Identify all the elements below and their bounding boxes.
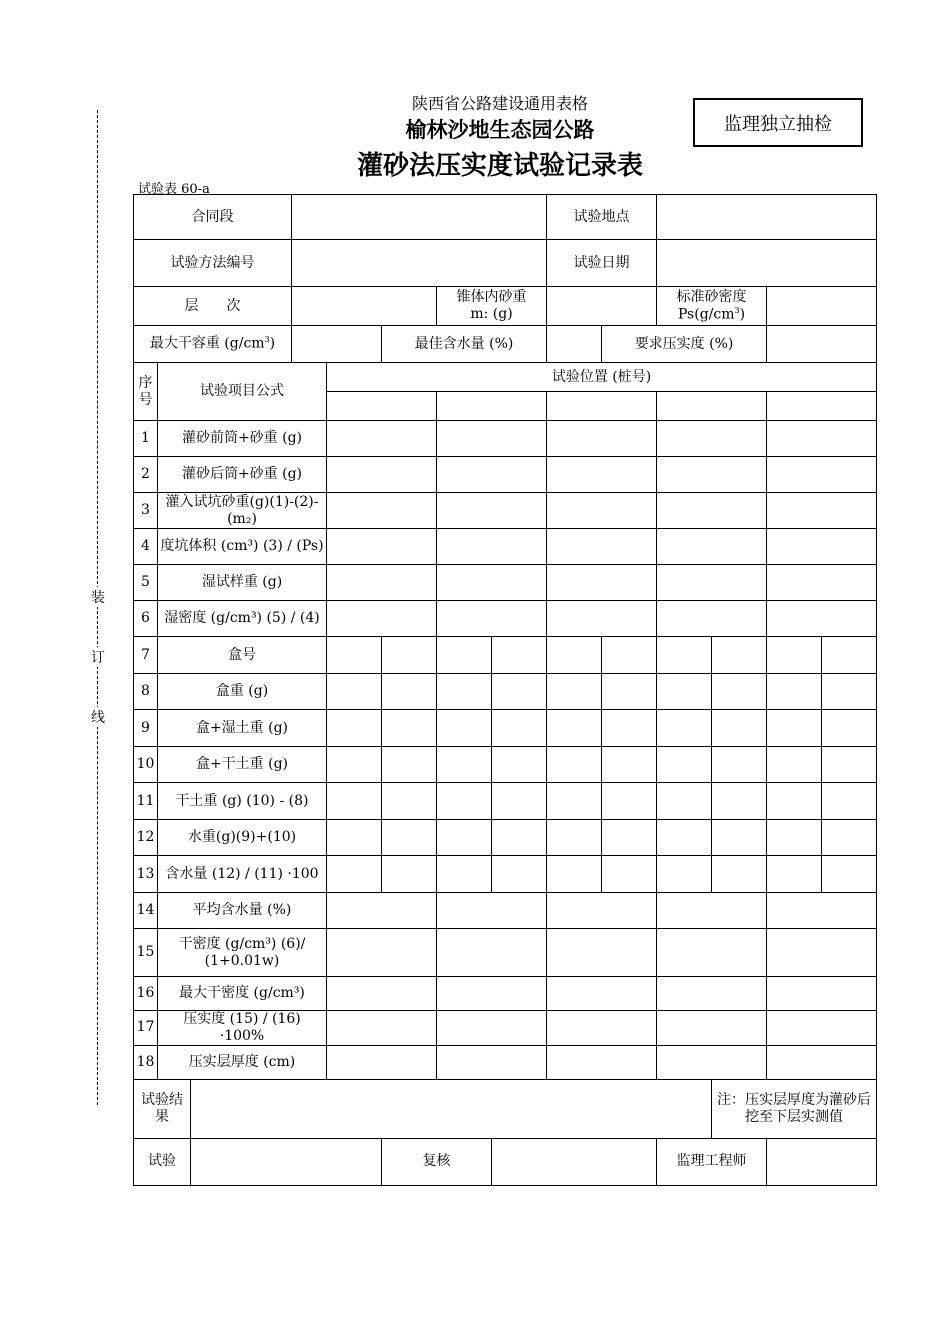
data-cell[interactable]: [822, 856, 877, 893]
row-item: 水重(g)(9)+(10): [158, 820, 327, 856]
data-cell[interactable]: [492, 674, 547, 710]
row-item: 盒+干土重 (g): [158, 747, 327, 783]
layer-label: 层 次: [134, 287, 292, 326]
table-row: [134, 893, 877, 929]
table-row: [134, 565, 877, 601]
position-cell[interactable]: [767, 392, 877, 421]
row-no: 15: [134, 929, 158, 977]
data-cell[interactable]: [822, 820, 877, 856]
data-cell[interactable]: [657, 1011, 767, 1046]
std-density-value[interactable]: [767, 287, 877, 326]
data-cell[interactable]: [547, 856, 602, 893]
table-row: [134, 493, 877, 529]
req-compact-label: 要求压实度 (%): [602, 326, 767, 363]
req-compact-value[interactable]: [767, 326, 877, 363]
data-cell[interactable]: [767, 457, 877, 493]
data-cell[interactable]: [327, 529, 437, 565]
data-cell[interactable]: [547, 710, 602, 747]
data-cell[interactable]: [767, 783, 822, 820]
data-cell[interactable]: [382, 783, 437, 820]
row-no: 9: [134, 710, 158, 747]
result-value[interactable]: [191, 1079, 712, 1138]
row-no: 1: [134, 421, 158, 457]
data-cell[interactable]: [602, 856, 657, 893]
table-row: [134, 637, 877, 674]
table-row: [134, 977, 877, 1011]
data-cell[interactable]: [382, 637, 437, 674]
data-cell[interactable]: [602, 674, 657, 710]
data-cell[interactable]: [657, 493, 767, 529]
row-no: 10: [134, 747, 158, 783]
data-cell[interactable]: [327, 1011, 437, 1046]
table-row: [134, 747, 877, 783]
org-header: 陕西省公路建设通用表格: [411, 94, 588, 113]
std-density-label: [657, 287, 767, 326]
data-cell[interactable]: [767, 1011, 877, 1046]
data-cell[interactable]: [327, 820, 382, 856]
data-cell[interactable]: [327, 747, 382, 783]
data-cell[interactable]: [712, 637, 767, 674]
method-no-value[interactable]: [292, 240, 547, 287]
data-cell[interactable]: [657, 565, 767, 601]
row-no: 7: [134, 637, 158, 674]
data-cell[interactable]: [602, 710, 657, 747]
data-cell[interactable]: [767, 820, 822, 856]
row-no: 17: [134, 1011, 158, 1046]
data-cell[interactable]: [767, 856, 822, 893]
engineer-label: 监理工程师: [657, 1138, 767, 1185]
project-name: 榆林沙地生态园公路: [405, 118, 595, 142]
table-row: [134, 929, 877, 977]
data-cell[interactable]: [602, 783, 657, 820]
row-no: 8: [134, 674, 158, 710]
data-cell[interactable]: [382, 710, 437, 747]
item-header: 试验项目公式: [158, 363, 327, 421]
table-row: [134, 457, 877, 493]
row-no: 4: [134, 529, 158, 565]
data-cell[interactable]: [547, 565, 657, 601]
result-label: 试验结果: [134, 1079, 191, 1138]
engineer-signature[interactable]: [767, 1138, 877, 1185]
row-item: 最大干密度 (g/cm³): [158, 977, 327, 1011]
supervision-stamp: 监理独立抽检: [693, 98, 863, 147]
table-row: [134, 783, 877, 820]
data-cell[interactable]: [382, 856, 437, 893]
data-cell[interactable]: [767, 1045, 877, 1079]
row-item: 盒重 (g): [158, 674, 327, 710]
max-dry-value[interactable]: [292, 326, 382, 363]
data-cell[interactable]: [602, 820, 657, 856]
table-row: [134, 1045, 877, 1079]
binding-char: 装: [91, 587, 105, 607]
binding-char: 线: [91, 707, 105, 727]
test-record-table: [133, 194, 877, 1186]
data-cell[interactable]: [712, 674, 767, 710]
data-cell[interactable]: [437, 674, 492, 710]
table-row: [134, 710, 877, 747]
data-cell[interactable]: [327, 421, 437, 457]
data-cell[interactable]: [547, 820, 602, 856]
cone-sand-label: [437, 287, 547, 326]
position-cell[interactable]: [327, 392, 437, 421]
data-cell[interactable]: [327, 674, 382, 710]
row-item: 灌入试坑砂重(g)(1)-(2)-(m₂): [158, 493, 327, 529]
data-cell[interactable]: [657, 674, 712, 710]
row-no: 12: [134, 820, 158, 856]
contract-value[interactable]: [292, 195, 547, 240]
data-cell[interactable]: [767, 601, 877, 637]
row-no: 5: [134, 565, 158, 601]
data-cell[interactable]: [547, 601, 657, 637]
data-cell[interactable]: [822, 637, 877, 674]
location-value[interactable]: [657, 195, 877, 240]
row-item: 盒号: [158, 637, 327, 674]
reviewer-label: 复核: [382, 1138, 492, 1185]
data-cell[interactable]: [767, 977, 877, 1011]
data-cell[interactable]: [492, 820, 547, 856]
data-cell[interactable]: [602, 637, 657, 674]
tester-signature[interactable]: [191, 1138, 382, 1185]
row-item: 压实度 (15) / (16) ·100%: [158, 1011, 327, 1046]
result-note: 注：压实层厚度为灌砂后挖至下层实测值: [712, 1079, 877, 1138]
position-cell[interactable]: [657, 392, 767, 421]
best-water-value[interactable]: [547, 326, 602, 363]
data-cell[interactable]: [437, 820, 492, 856]
best-water-label: 最佳含水量 (%): [382, 326, 547, 363]
std-density-unit: Ps(g/cm: [678, 306, 735, 323]
data-cell[interactable]: [767, 529, 877, 565]
data-cell[interactable]: [712, 710, 767, 747]
data-cell[interactable]: [657, 977, 767, 1011]
table-row: [134, 820, 877, 856]
row-item: 灌砂前筒+砂重 (g): [158, 421, 327, 457]
data-cell[interactable]: [767, 747, 822, 783]
data-cell[interactable]: [382, 674, 437, 710]
data-cell[interactable]: [437, 601, 547, 637]
row-no: 14: [134, 893, 158, 929]
data-cell[interactable]: [492, 637, 547, 674]
data-cell[interactable]: [767, 421, 877, 457]
data-cell[interactable]: [382, 820, 437, 856]
table-row: [134, 601, 877, 637]
data-cell[interactable]: [327, 601, 437, 637]
data-cell[interactable]: [712, 820, 767, 856]
data-cell[interactable]: [657, 1045, 767, 1079]
data-cell[interactable]: [712, 747, 767, 783]
data-cell[interactable]: [657, 820, 712, 856]
row-item: 灌砂后筒+砂重 (g): [158, 457, 327, 493]
data-cell[interactable]: [767, 710, 822, 747]
data-cell[interactable]: [822, 747, 877, 783]
row-no: 2: [134, 457, 158, 493]
reviewer-signature[interactable]: [492, 1138, 657, 1185]
data-cell[interactable]: [547, 529, 657, 565]
row-no: 16: [134, 977, 158, 1011]
row-item: 湿试样重 (g): [158, 565, 327, 601]
cone-sand-line2: m: (g): [470, 306, 513, 322]
method-no-label: 试验方法编号: [134, 240, 292, 287]
data-cell[interactable]: [712, 856, 767, 893]
data-cell[interactable]: [547, 929, 657, 977]
data-cell[interactable]: [767, 893, 877, 929]
position-cell[interactable]: [547, 392, 657, 421]
data-cell[interactable]: [822, 783, 877, 820]
form-number: 试验表 60-a: [138, 182, 210, 197]
data-cell[interactable]: [327, 710, 382, 747]
max-dry-text: 最大干容重 (g/cm: [149, 335, 265, 352]
data-cell[interactable]: [492, 710, 547, 747]
data-cell[interactable]: [767, 565, 877, 601]
seq-header: 序号: [134, 363, 158, 421]
layer-value[interactable]: [292, 287, 437, 326]
data-cell[interactable]: [437, 565, 547, 601]
data-cell[interactable]: [327, 457, 437, 493]
position-header: 试验位置 (桩号): [327, 363, 877, 392]
position-cell[interactable]: [437, 392, 547, 421]
table-row: [134, 1011, 877, 1046]
data-cell[interactable]: [437, 493, 547, 529]
data-cell[interactable]: [547, 783, 602, 820]
data-cell[interactable]: [712, 783, 767, 820]
data-cell[interactable]: [657, 747, 712, 783]
data-cell[interactable]: [437, 893, 547, 929]
std-density-line1: 标准砂密度: [676, 288, 747, 305]
data-cell[interactable]: [327, 893, 437, 929]
data-cell[interactable]: [657, 710, 712, 747]
row-item: 湿密度 (g/cm³) (5) / (4): [158, 601, 327, 637]
data-cell[interactable]: [437, 1011, 547, 1046]
data-cell[interactable]: [822, 710, 877, 747]
data-cell[interactable]: [547, 637, 602, 674]
data-cell[interactable]: [492, 783, 547, 820]
table-row: [134, 421, 877, 457]
data-cell[interactable]: [327, 493, 437, 529]
data-cell[interactable]: [767, 637, 822, 674]
binding-char: 订: [91, 647, 105, 667]
data-cell[interactable]: [327, 565, 437, 601]
data-cell[interactable]: [437, 783, 492, 820]
table-row: [134, 674, 877, 710]
data-cell[interactable]: [657, 637, 712, 674]
row-item: 干土重 (g) (10) - (8): [158, 783, 327, 820]
data-cell[interactable]: [767, 674, 822, 710]
data-cell[interactable]: [437, 977, 547, 1011]
data-cell[interactable]: [657, 783, 712, 820]
row-item: 度坑体积 (cm³) (3) / (Ps): [158, 529, 327, 565]
data-cell[interactable]: [657, 529, 767, 565]
data-cell[interactable]: [657, 856, 712, 893]
row-item: 含水量 (12) / (11) ·100: [158, 856, 327, 893]
data-cell[interactable]: [657, 601, 767, 637]
row-no: 13: [134, 856, 158, 893]
data-cell[interactable]: [547, 1045, 657, 1079]
form-title: 灌砂法压实度试验记录表: [356, 151, 643, 181]
row-item: 干密度 (g/cm³) (6)/ (1+0.01w): [158, 929, 327, 977]
data-cell[interactable]: [547, 747, 602, 783]
row-no: 3: [134, 493, 158, 529]
row-item: 盒+湿土重 (g): [158, 710, 327, 747]
data-cell[interactable]: [822, 674, 877, 710]
row-item: 平均含水量 (%): [158, 893, 327, 929]
location-label: 试验地点: [547, 195, 657, 240]
data-cell[interactable]: [327, 637, 382, 674]
cone-sand-line1: 锥体内砂重: [456, 289, 527, 306]
data-cell[interactable]: [327, 929, 437, 977]
data-cell[interactable]: [547, 674, 602, 710]
binding-line: [97, 110, 98, 1105]
row-no: 6: [134, 601, 158, 637]
data-cell[interactable]: [547, 421, 657, 457]
data-cell[interactable]: [547, 977, 657, 1011]
data-cell[interactable]: [492, 856, 547, 893]
data-cell[interactable]: [327, 856, 382, 893]
data-cell[interactable]: [437, 747, 492, 783]
data-cell[interactable]: [657, 893, 767, 929]
data-cell[interactable]: [767, 493, 877, 529]
cone-sand-value[interactable]: [547, 287, 657, 326]
date-value[interactable]: [657, 240, 877, 287]
data-cell[interactable]: [327, 977, 437, 1011]
data-cell[interactable]: [437, 457, 547, 493]
data-cell[interactable]: [437, 856, 492, 893]
data-cell[interactable]: [327, 1045, 437, 1079]
data-cell[interactable]: [547, 1011, 657, 1046]
data-cell[interactable]: [327, 783, 382, 820]
row-no: 18: [134, 1045, 158, 1079]
data-cell[interactable]: [437, 1045, 547, 1079]
table-row: [134, 529, 877, 565]
row-item: 压实层厚度 (cm): [158, 1045, 327, 1079]
data-cell[interactable]: [437, 637, 492, 674]
data-cell[interactable]: [547, 893, 657, 929]
data-cell[interactable]: [602, 747, 657, 783]
data-cell[interactable]: [492, 747, 547, 783]
data-cell[interactable]: [547, 493, 657, 529]
data-cell[interactable]: [547, 457, 657, 493]
data-cell[interactable]: [437, 929, 547, 977]
data-cell[interactable]: [437, 421, 547, 457]
tester-label: 试验: [134, 1138, 191, 1185]
data-cell[interactable]: [437, 529, 547, 565]
table-row: [134, 856, 877, 893]
data-cell[interactable]: [657, 457, 767, 493]
max-dry-label: 最大干容重 $(g/cm^3)$: [134, 326, 292, 363]
contract-label: 合同段: [134, 195, 292, 240]
data-cell[interactable]: [767, 929, 877, 977]
row-no: 11: [134, 783, 158, 820]
data-cell[interactable]: [437, 710, 492, 747]
data-cell[interactable]: [382, 747, 437, 783]
data-cell[interactable]: [657, 929, 767, 977]
std-density-line2: $Ps(g/cm^3)$: [678, 305, 746, 323]
date-label: 试验日期: [547, 240, 657, 287]
data-cell[interactable]: [657, 421, 767, 457]
